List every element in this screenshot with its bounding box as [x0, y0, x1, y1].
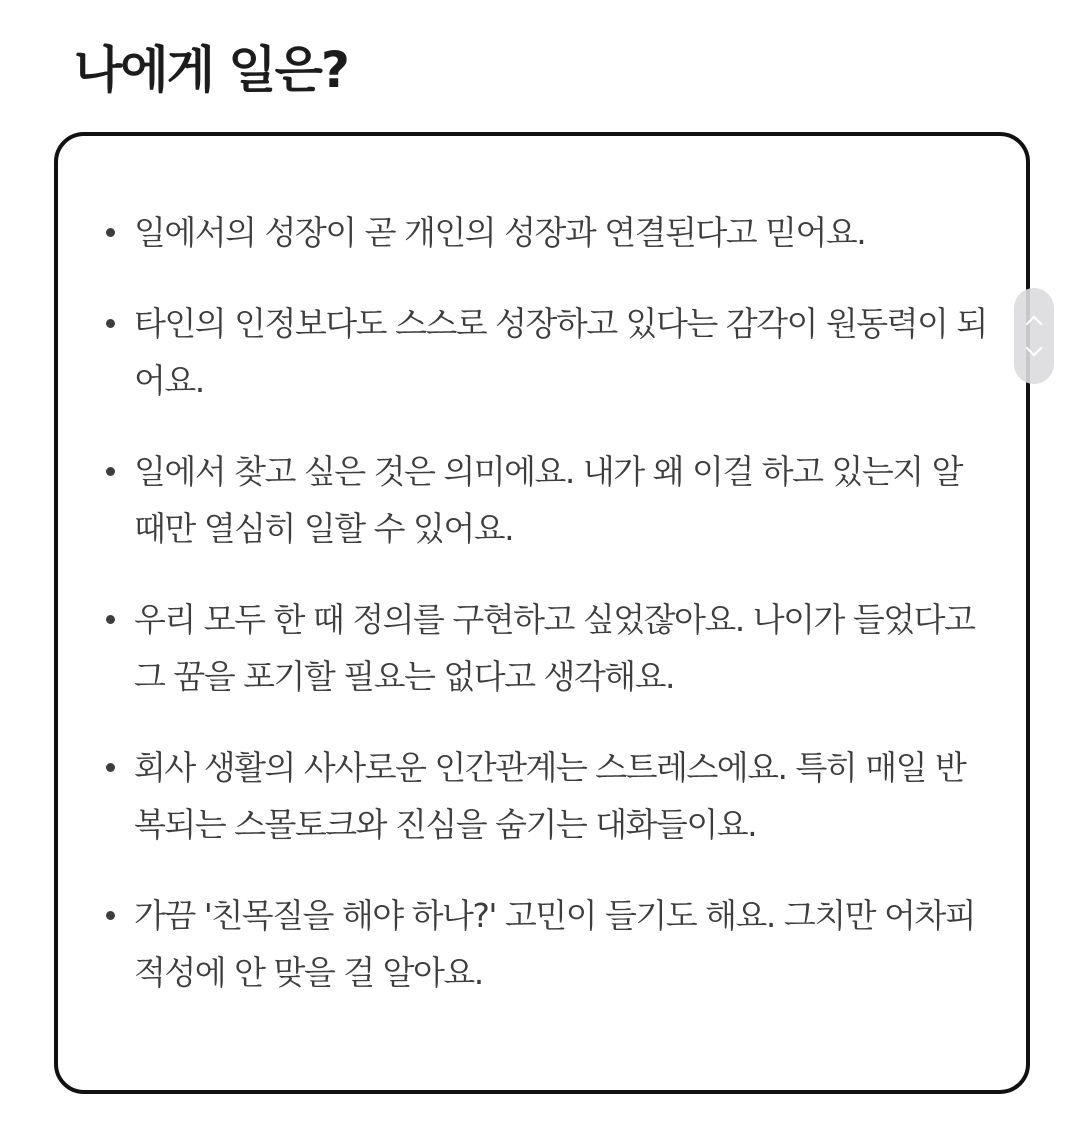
bullet-icon	[106, 319, 115, 328]
list-item-text: 타인의 인정보다도 스스로 성장하고 있다는 감각이 원동력이 되어요.	[134, 304, 987, 400]
content-card	[54, 132, 1030, 1094]
list-item	[104, 887, 994, 1001]
list-item-text: 일에서 찾고 싶은 것은 의미에요. 내가 왜 이걸 하고 있는지 알 때만 열심히 일할 수 있어요.	[134, 452, 962, 548]
list-item	[104, 204, 994, 261]
bullet-icon	[106, 467, 115, 476]
list-item	[104, 591, 994, 705]
bullet-icon	[106, 763, 115, 772]
list-item-text: 일에서의 성장이 곧 개인의 성장과 연결된다고 믿어요.	[134, 213, 866, 252]
list-item	[104, 443, 994, 557]
scroll-handle[interactable]	[1014, 288, 1054, 384]
list-item	[104, 295, 994, 409]
bullet-icon	[106, 228, 115, 237]
chevron-down-icon[interactable]	[1026, 340, 1043, 357]
chevron-up-icon[interactable]	[1026, 316, 1043, 333]
list-item-text: 가끔 '친목질을 해야 하나?' 고민이 들기도 해요. 그치만 어차피 적성에 안 맞을 걸 알아요.	[134, 896, 976, 992]
bullet-list	[104, 204, 994, 1035]
list-item-text: 우리 모두 한 때 정의를 구현하고 싶었잖아요. 나이가 들었다고 그 꿈을 포기할 필요는 없다고 생각해요.	[134, 600, 975, 696]
list-item	[104, 739, 994, 853]
bullet-icon	[106, 615, 115, 624]
list-item-text: 회사 생활의 사사로운 인간관계는 스트레스에요. 특히 매일 반복되는 스몰토크와 진심을 숨기는 대화들이요.	[134, 748, 966, 844]
page-title: 나에게 일은?	[74, 41, 348, 99]
bullet-icon	[106, 911, 115, 920]
